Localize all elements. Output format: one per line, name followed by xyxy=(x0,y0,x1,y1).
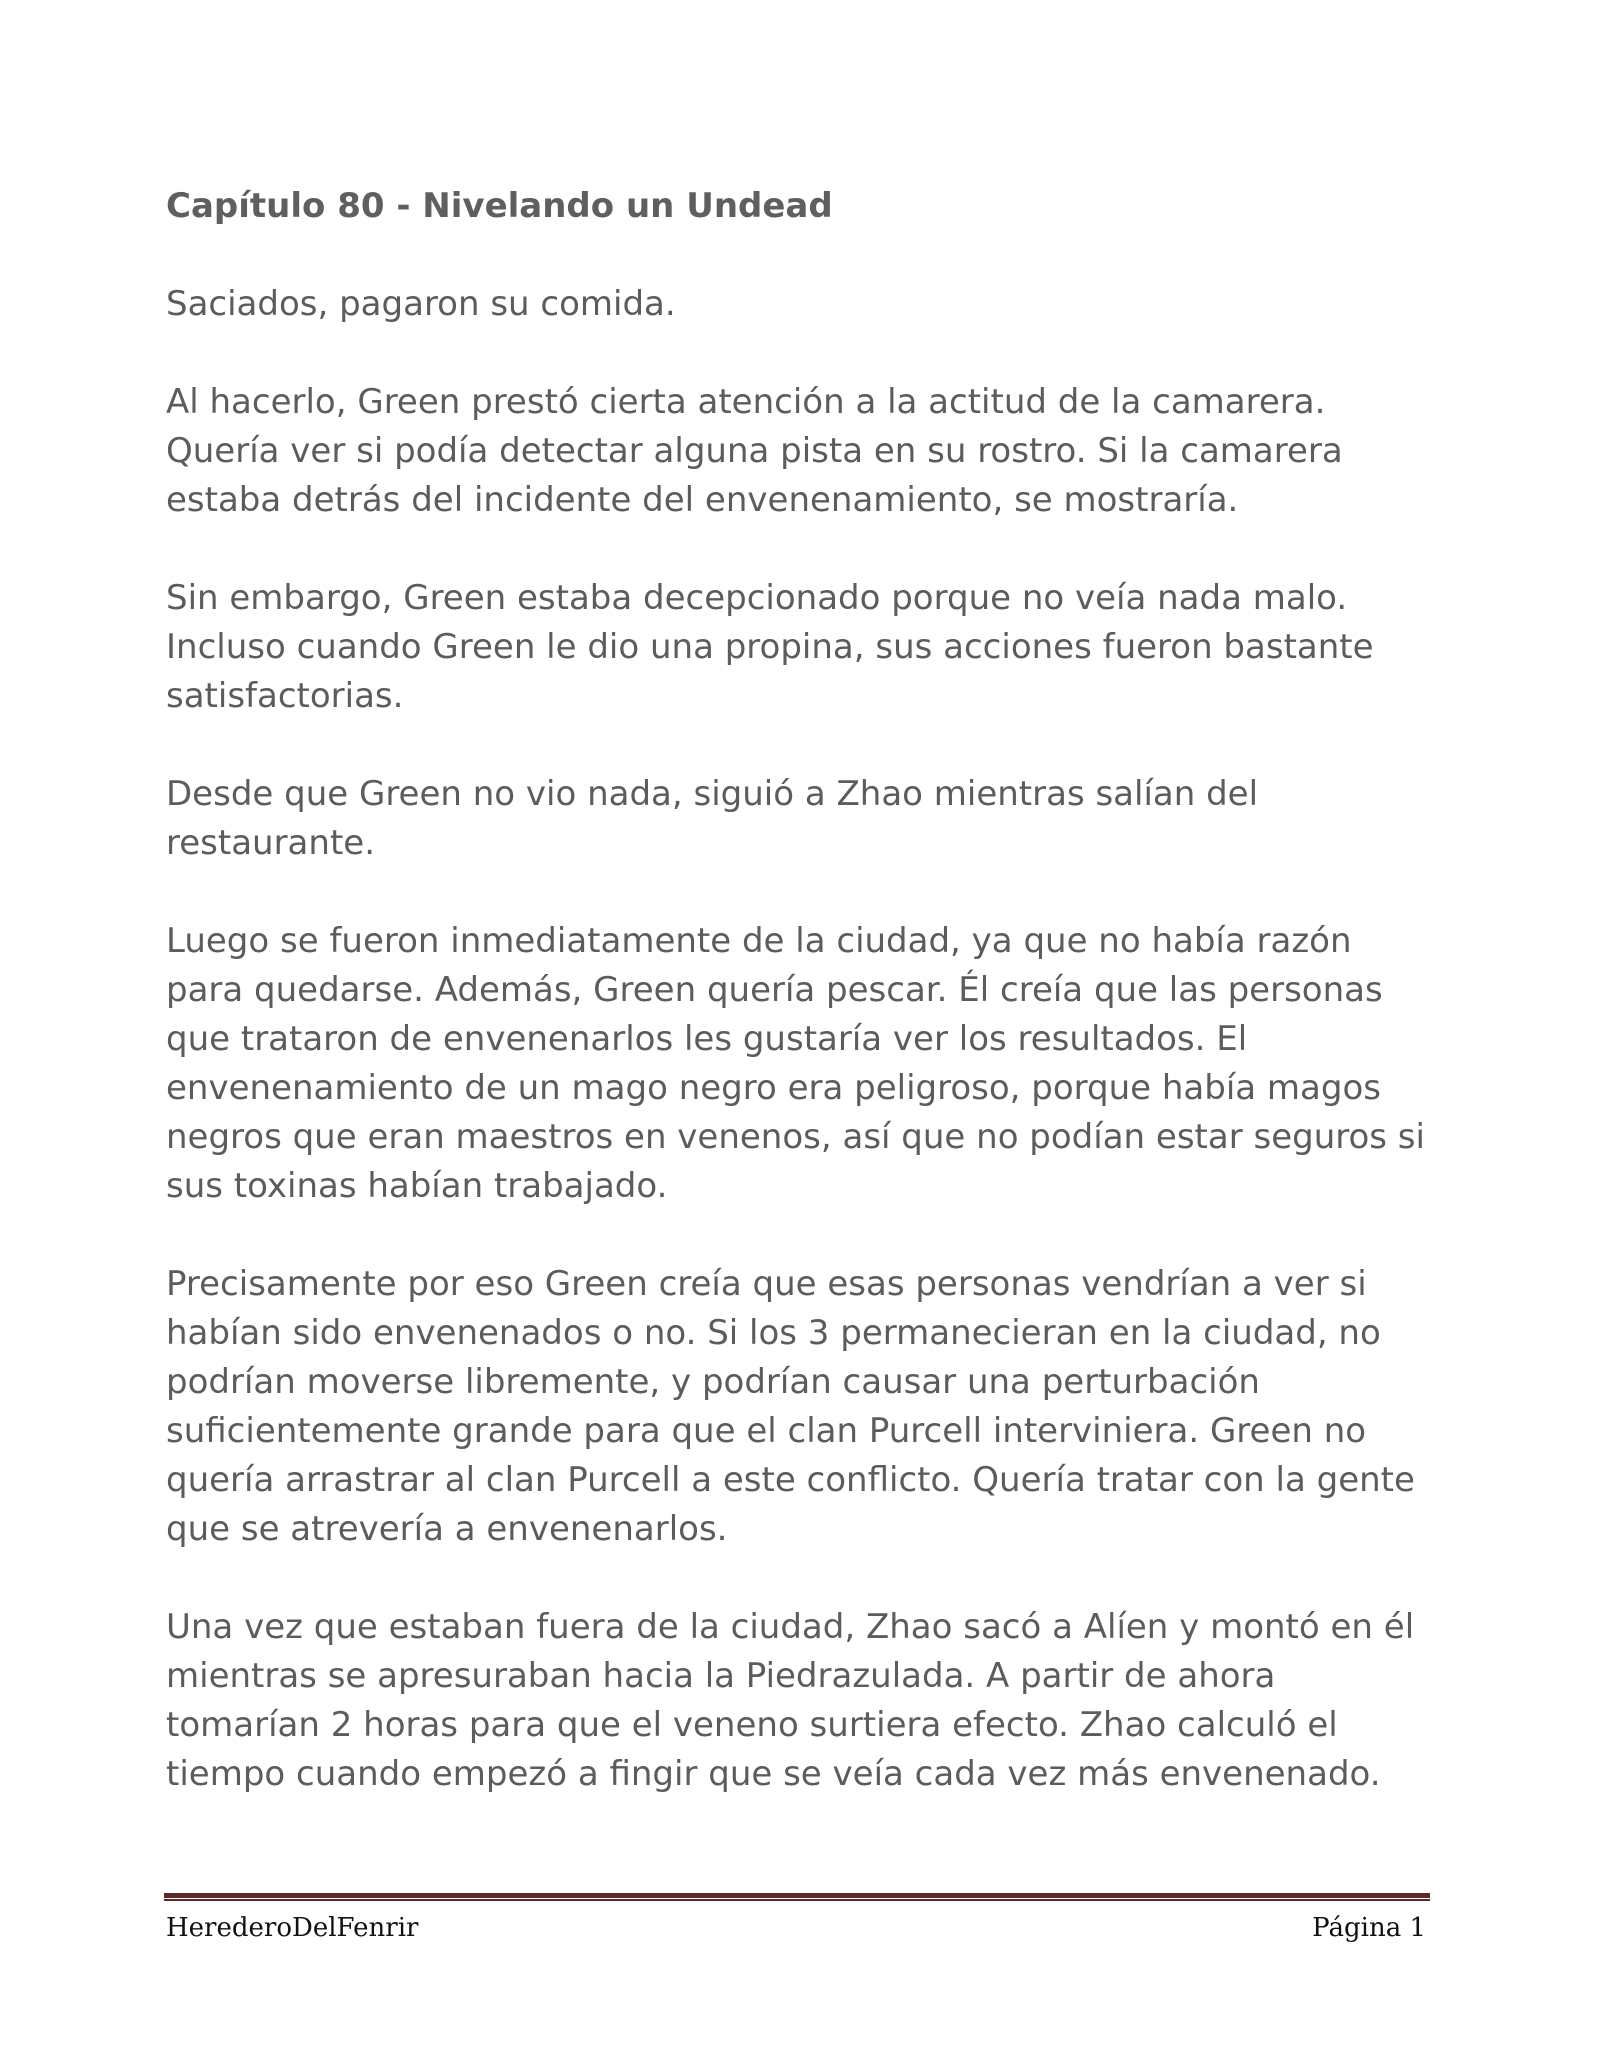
paragraph: Saciados, pagaron su comida. xyxy=(166,284,676,324)
page-content xyxy=(166,182,1436,1848)
paragraph: Al hacerlo, Green prestó cierta atención a la actitud de la camarera. Quería ver si podía detectar alguna pista en su rostro. Si la camarera estaba detrás del incidente del envenenamiento, se mostraría. xyxy=(166,382,1343,520)
paragraph: Sin embargo, Green estaba decepcionado porque no veía nada malo. Incluso cuando Green le dio una propina, sus acciones fueron bastante satisfactorias. xyxy=(166,578,1374,716)
footer-page-number: Página 1 xyxy=(1312,1913,1426,1943)
paragraph: Desde que Green no vio nada, siguió a Zhao mientras salían del restaurante. xyxy=(166,774,1259,863)
paragraph: Precisamente por eso Green creía que esas personas vendrían a ver si habían sido envenenados o no. Si los 3 permanecieran en la ciudad, no podrían moverse libremente, y podrían causar una perturbación suficientemente grande para que el clan Purcell interviniera. Green no quería arrastrar al clan Purcell a este conflicto. Quería tratar con la gente que se atrevería a envenenarlos. xyxy=(166,1264,1415,1549)
paragraph: Una vez que estaban fuera de la ciudad, Zhao sacó a Alíen y montó en él mientras se apresuraban hacia la Piedrazulada. A partir de ahora tomarían 2 horas para que el veneno surtiera efecto. Zhao calculó el tiempo cuando empezó a fingir que se veía cada vez más envenenado. xyxy=(166,1607,1415,1794)
footer-author: HerederoDelFenrir xyxy=(166,1913,419,1943)
chapter-title: Capítulo 80 - Nivelando un Undead xyxy=(166,186,833,226)
paragraph: Luego se fueron inmediatamente de la ciudad, ya que no había razón para quedarse. Además, Green quería pescar. Él creía que las personas que trataron de envenenarlos les gustaría ver los resultados. El envenenamiento de un mago negro era peligroso, porque había magos negros que eran maestros en venenos, así que no podían estar seguros si sus toxinas habían trabajado. xyxy=(166,921,1425,1206)
footer-divider xyxy=(164,1893,1430,1901)
